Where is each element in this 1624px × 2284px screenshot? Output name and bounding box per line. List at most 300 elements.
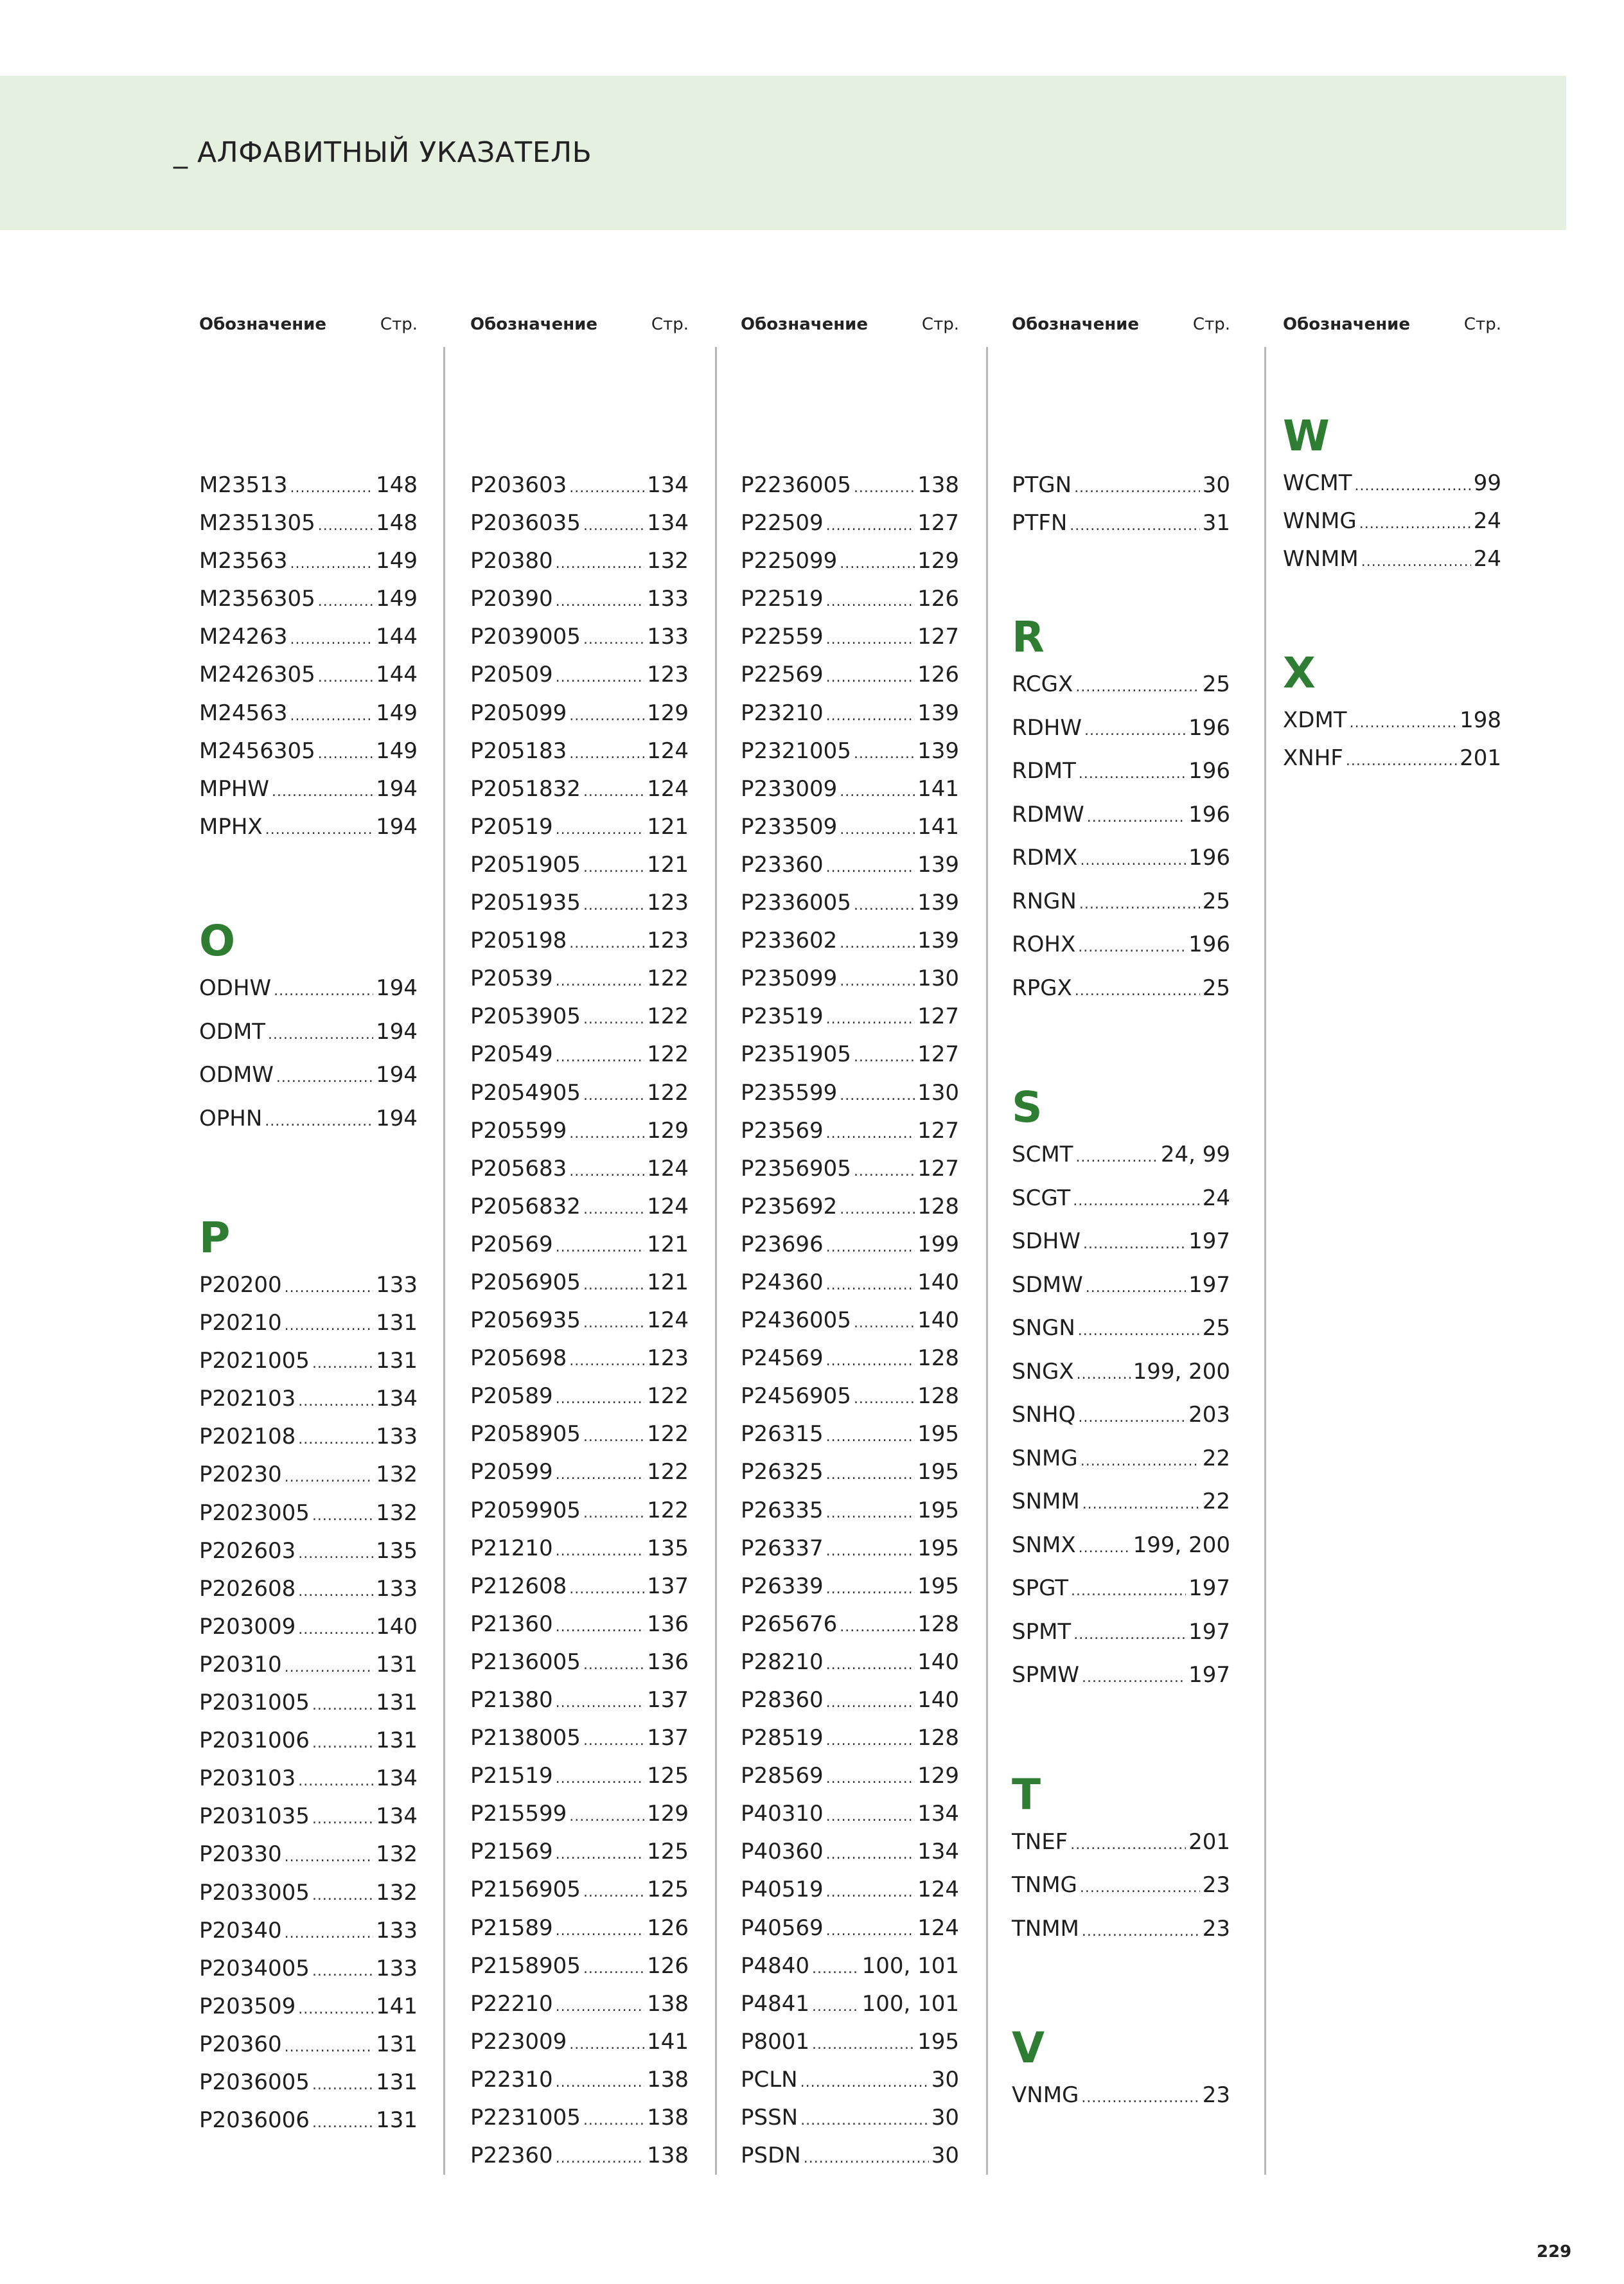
entry-designation: ODMW <box>199 1062 274 1088</box>
entry-page: 195 <box>917 1573 959 1599</box>
entry-page: 125 <box>647 1763 689 1789</box>
leader-dots <box>556 1619 644 1635</box>
index-group <box>1012 1829 1230 1960</box>
entry-page: 127 <box>917 510 959 536</box>
leader-dots <box>826 1011 915 1027</box>
index-entry <box>1012 2082 1230 2126</box>
index-entry <box>199 1462 418 1500</box>
index-entry <box>741 1421 959 1459</box>
entry-page: 196 <box>1188 845 1230 871</box>
leader-dots <box>298 2001 373 2017</box>
index-entry <box>470 2067 689 2105</box>
index-entry <box>470 510 689 548</box>
column-divider <box>443 347 445 2175</box>
entry-designation: P2136005 <box>470 1649 581 1675</box>
entry-designation: P2158905 <box>470 1952 581 1979</box>
entry-page: 195 <box>917 1421 959 1447</box>
entry-designation: P223009 <box>470 2028 567 2055</box>
index-letter-x: X <box>1283 648 1316 698</box>
entry-page: 137 <box>647 1573 689 1599</box>
entry-designation: RNGN <box>1012 888 1077 914</box>
entry-page: 149 <box>376 548 418 574</box>
page-header: Стр. <box>380 315 418 334</box>
index-entry <box>1012 1142 1230 1185</box>
index-entry <box>470 1345 689 1383</box>
index-entry <box>199 2032 418 2069</box>
leader-dots <box>556 822 644 838</box>
leader-dots <box>1073 1627 1186 1643</box>
leader-dots <box>290 556 374 572</box>
entry-page: 136 <box>647 1649 689 1675</box>
entry-designation: P20549 <box>470 1041 553 1068</box>
entry-page: 121 <box>647 851 689 878</box>
index-entry <box>741 814 959 852</box>
index-entry <box>470 1421 689 1459</box>
index-entry <box>470 472 689 510</box>
entry-designation: P2231005 <box>470 2105 581 2131</box>
leader-dots <box>1078 1323 1200 1339</box>
page-header: Стр. <box>1463 315 1501 334</box>
entry-designation: P2023005 <box>199 1500 310 1526</box>
leader-dots <box>826 1884 915 1900</box>
index-entry <box>741 1953 959 1991</box>
entry-designation: SDHW <box>1012 1228 1081 1255</box>
index-entry <box>741 586 959 624</box>
entry-page: 144 <box>376 624 418 650</box>
entry-designation: P20519 <box>470 813 553 840</box>
leader-dots <box>854 746 915 762</box>
entry-designation: P22360 <box>470 2143 553 2169</box>
index-entry <box>470 966 689 1004</box>
entry-page: 127 <box>917 1004 959 1030</box>
entry-designation: P203103 <box>199 1766 296 1792</box>
index-entry <box>470 738 689 776</box>
leader-dots <box>854 1049 915 1065</box>
entry-page: 140 <box>917 1687 959 1713</box>
leader-dots <box>854 898 915 914</box>
index-entry <box>199 1386 418 1424</box>
entry-page: 140 <box>917 1649 959 1675</box>
index-entry <box>199 1424 418 1462</box>
index-entry <box>470 1270 689 1307</box>
leader-dots <box>804 2150 929 2166</box>
designation-header: Обозначение <box>1283 315 1411 334</box>
index-entry <box>741 1345 959 1383</box>
entry-designation: P205198 <box>470 928 567 954</box>
entry-designation: P21360 <box>470 1611 553 1637</box>
index-entry <box>741 624 959 662</box>
designation-header: Обозначение <box>470 315 598 334</box>
column-divider <box>986 347 988 2175</box>
entry-page: 124 <box>647 1193 689 1219</box>
leader-dots <box>285 1660 373 1676</box>
index-group <box>199 975 418 1149</box>
index-entry <box>470 776 689 814</box>
index-entry <box>199 1614 418 1652</box>
entry-page: 126 <box>917 586 959 612</box>
entry-designation: P20340 <box>199 1917 282 1943</box>
leader-dots <box>285 1469 373 1485</box>
leader-dots <box>583 784 644 800</box>
leader-dots <box>556 1999 644 2015</box>
leader-dots <box>318 518 373 534</box>
entry-designation: TNMG <box>1012 1872 1077 1899</box>
entry-designation: SPMW <box>1012 1662 1080 1688</box>
leader-dots <box>312 1697 373 1713</box>
leader-dots <box>1082 1670 1186 1686</box>
entry-page: 201 <box>1460 745 1501 772</box>
index-entry <box>470 1536 689 1573</box>
entry-page: 133 <box>647 586 689 612</box>
index-letter-s: S <box>1012 1083 1043 1133</box>
entry-page: 135 <box>376 1537 418 1564</box>
leader-dots <box>1070 518 1199 534</box>
leader-dots <box>1077 1367 1131 1383</box>
index-entry <box>741 1915 959 1953</box>
entry-page: 139 <box>917 738 959 764</box>
entry-page: 137 <box>647 1687 689 1713</box>
entry-page: 23 <box>1202 2082 1230 2109</box>
entry-page: 199 <box>917 1231 959 1257</box>
index-entry <box>199 1348 418 1386</box>
index-entry <box>199 624 418 662</box>
index-entry <box>199 1880 418 1918</box>
entry-designation: M2356305 <box>199 586 315 612</box>
leader-dots <box>826 594 915 610</box>
index-entry <box>470 852 689 890</box>
entry-page: 199, 200 <box>1133 1358 1230 1385</box>
entry-designation: XNHF <box>1283 745 1343 772</box>
index-entry <box>741 1725 959 1763</box>
index-entry <box>470 890 689 928</box>
entry-page: 130 <box>917 966 959 992</box>
entry-page: 139 <box>917 700 959 726</box>
leader-dots <box>826 1695 915 1711</box>
index-entry <box>741 1156 959 1194</box>
leader-dots <box>556 1391 644 1407</box>
index-entry <box>470 1915 689 1953</box>
entry-designation: P22569 <box>741 662 824 688</box>
column-header <box>470 315 689 341</box>
entry-designation: P21210 <box>470 1535 553 1561</box>
entry-designation: P203009 <box>199 1613 296 1640</box>
leader-dots <box>812 1999 860 2015</box>
index-entry <box>470 1232 689 1270</box>
index-entry <box>470 548 689 586</box>
leader-dots <box>318 594 373 610</box>
index-letter-p: P <box>199 1213 231 1262</box>
index-entry <box>741 1763 959 1801</box>
entry-page: 22 <box>1202 1445 1230 1471</box>
entry-designation: P20380 <box>470 548 553 574</box>
entry-page: 31 <box>1202 510 1230 536</box>
entry-designation: P2321005 <box>741 738 851 764</box>
entry-page: 135 <box>647 1535 689 1561</box>
entry-designation: PCLN <box>741 2066 798 2093</box>
entry-designation: RDMT <box>1012 758 1076 784</box>
entry-designation: PTGN <box>1012 472 1072 498</box>
index-entry <box>199 1918 418 1956</box>
entry-designation: PSDN <box>741 2143 801 2169</box>
entry-designation: P202603 <box>199 1537 296 1564</box>
entry-page: 131 <box>376 1651 418 1678</box>
index-entry <box>1012 510 1230 548</box>
index-entry <box>1283 508 1501 546</box>
entry-page: 134 <box>376 1803 418 1830</box>
entry-designation: P28210 <box>741 1649 824 1675</box>
entry-designation: WNMG <box>1283 508 1357 535</box>
entry-designation: M2351305 <box>199 510 315 536</box>
leader-dots <box>298 1773 373 1789</box>
entry-designation: M2456305 <box>199 738 315 764</box>
leader-dots <box>312 1508 373 1524</box>
entry-designation: P24360 <box>741 1269 824 1295</box>
index-entry <box>199 1500 418 1538</box>
entry-page: 125 <box>647 1839 689 1865</box>
index-entry <box>470 1041 689 1079</box>
entry-page: 124 <box>647 1307 689 1334</box>
index-entry <box>199 1019 418 1063</box>
index-entry <box>741 700 959 738</box>
leader-dots <box>265 1113 373 1129</box>
index-entry <box>741 1687 959 1725</box>
index-entry <box>1012 975 1230 1019</box>
entry-designation: P2236005 <box>741 472 851 498</box>
entry-page: 126 <box>917 662 959 688</box>
page-header: Стр. <box>651 315 689 334</box>
leader-dots <box>583 1277 644 1293</box>
leader-dots <box>569 1581 644 1597</box>
entry-designation: P23696 <box>741 1231 824 1257</box>
entry-designation: P2351905 <box>741 1041 851 1068</box>
index-entry <box>470 1687 689 1725</box>
entry-page: 139 <box>917 890 959 916</box>
index-entry <box>199 1062 418 1106</box>
index-entry <box>470 1649 689 1687</box>
index-entry <box>741 1611 959 1649</box>
leader-dots <box>1346 753 1457 769</box>
index-group <box>199 1272 418 2145</box>
leader-dots <box>285 2039 373 2055</box>
entry-page: 131 <box>376 1690 418 1716</box>
leader-dots <box>290 632 374 648</box>
leader-dots <box>312 2115 373 2131</box>
entry-designation: P26339 <box>741 1573 824 1599</box>
index-entry <box>470 1839 689 1877</box>
entry-page: 124 <box>917 1877 959 1903</box>
entry-page: 129 <box>647 1117 689 1144</box>
leader-dots <box>854 480 915 496</box>
leader-dots <box>1081 1453 1200 1469</box>
leader-dots <box>826 1733 915 1749</box>
entry-designation: P22509 <box>741 510 824 536</box>
index-entry <box>199 814 418 852</box>
leader-dots <box>556 2075 644 2091</box>
entry-designation: P205599 <box>470 1117 567 1144</box>
entry-designation: P2056935 <box>470 1307 581 1334</box>
entry-designation: P233602 <box>741 928 838 954</box>
index-entry <box>1012 1402 1230 1446</box>
index-group <box>470 472 689 2181</box>
index-entry <box>470 2029 689 2067</box>
leader-dots <box>840 935 915 952</box>
leader-dots <box>1079 896 1200 912</box>
leader-dots <box>285 1925 373 1942</box>
index-entry <box>1012 1489 1230 1532</box>
column-divider <box>715 347 717 2175</box>
entry-page: 129 <box>647 700 689 726</box>
index-entry <box>741 1991 959 2029</box>
entry-designation: P8001 <box>741 2028 810 2055</box>
entry-page: 23 <box>1202 1872 1230 1899</box>
entry-page: 196 <box>1188 932 1230 958</box>
entry-designation: SNHQ <box>1012 1402 1076 1428</box>
leader-dots <box>826 1581 915 1597</box>
index-entry <box>1012 1315 1230 1359</box>
entry-page: 140 <box>917 1307 959 1334</box>
entry-designation: P24569 <box>741 1345 824 1372</box>
entry-designation: TNMM <box>1012 1915 1079 1942</box>
entry-page: 129 <box>917 1763 959 1789</box>
entry-designation: P265676 <box>741 1611 838 1637</box>
entry-designation: P2056905 <box>470 1269 581 1295</box>
leader-dots <box>840 1201 915 1217</box>
entry-page: 131 <box>376 1310 418 1336</box>
leader-dots <box>556 1049 644 1065</box>
entry-designation: WCMT <box>1283 470 1352 496</box>
entry-page: 196 <box>1188 758 1230 784</box>
index-entry <box>1283 707 1501 745</box>
leader-dots <box>285 1318 373 1334</box>
index-entry <box>1012 1916 1230 1960</box>
index-entry <box>199 1538 418 1576</box>
entry-page: 124 <box>647 738 689 764</box>
entry-designation: P2058905 <box>470 1421 581 1447</box>
entry-designation: P26335 <box>741 1497 824 1523</box>
leader-dots <box>583 518 644 534</box>
leader-dots <box>583 1961 644 1977</box>
entry-page: 123 <box>647 662 689 688</box>
leader-dots <box>556 594 644 610</box>
entry-designation: P205683 <box>470 1155 567 1182</box>
entry-designation: P4841 <box>741 1990 810 2017</box>
index-entry <box>199 1728 418 1766</box>
index-entry <box>199 662 418 700</box>
entry-designation: P2031005 <box>199 1690 310 1716</box>
leader-dots <box>840 1619 915 1635</box>
leader-dots <box>556 556 644 572</box>
index-group <box>1283 470 1501 584</box>
index-entry <box>741 966 959 1004</box>
entry-page: 195 <box>917 1497 959 1523</box>
entry-page: 133 <box>376 1955 418 1981</box>
index-entry <box>470 1991 689 2029</box>
entry-designation: P2056832 <box>470 1193 581 1219</box>
index-entry <box>741 1801 959 1839</box>
entry-designation: P4840 <box>741 1952 810 1979</box>
leader-dots <box>583 898 644 914</box>
leader-dots <box>583 2112 644 2129</box>
index-entry <box>199 1956 418 1994</box>
entry-designation: P2138005 <box>470 1725 581 1751</box>
entry-page: 131 <box>376 2107 418 2134</box>
index-entry <box>741 2029 959 2067</box>
entry-page: 131 <box>376 2069 418 2095</box>
entry-designation: SCGT <box>1012 1185 1071 1211</box>
index-entry <box>741 1232 959 1270</box>
entry-designation: P23519 <box>741 1004 824 1030</box>
leader-dots <box>826 1126 915 1142</box>
designation-header: Обозначение <box>741 315 869 334</box>
leader-dots <box>1361 554 1471 570</box>
index-entry <box>741 548 959 586</box>
index-entry <box>741 1459 959 1497</box>
entry-page: 122 <box>647 1079 689 1106</box>
index-entry <box>470 1611 689 1649</box>
entry-page: 124 <box>647 775 689 802</box>
entry-page: 198 <box>1460 707 1501 734</box>
leader-dots <box>826 1846 915 1863</box>
leader-dots <box>569 746 644 762</box>
entry-page: 24, 99 <box>1160 1142 1230 1168</box>
index-entry <box>199 2107 418 2145</box>
entry-designation: P2051935 <box>470 890 581 916</box>
index-entry <box>1012 472 1230 510</box>
leader-dots <box>840 556 915 572</box>
entry-designation: SNMX <box>1012 1532 1076 1558</box>
leader-dots <box>1073 1193 1200 1209</box>
entry-designation: P2051905 <box>470 851 581 878</box>
entry-designation: P235099 <box>741 966 838 992</box>
index-entry <box>1012 1532 1230 1576</box>
designation-header: Обозначение <box>1012 315 1140 334</box>
leader-dots <box>318 669 373 686</box>
entry-designation: PTFN <box>1012 510 1068 536</box>
index-entry <box>470 662 689 700</box>
entry-page: 148 <box>376 510 418 536</box>
leader-dots <box>583 1505 644 1521</box>
entry-designation: P235599 <box>741 1079 838 1106</box>
entry-designation: P40519 <box>741 1877 824 1903</box>
entry-page: 24 <box>1202 1185 1230 1211</box>
entry-designation: M23513 <box>199 472 288 498</box>
entry-designation: P2039005 <box>470 624 581 650</box>
entry-page: 138 <box>647 2105 689 2131</box>
column-header <box>741 315 959 341</box>
index-entry <box>199 975 418 1019</box>
leader-dots <box>826 669 915 686</box>
index-entry <box>741 1080 959 1118</box>
entry-page: 141 <box>376 1993 418 2019</box>
entry-page: 194 <box>376 813 418 840</box>
index-entry <box>199 510 418 548</box>
index-entry <box>199 2069 418 2107</box>
entry-page: 131 <box>376 2031 418 2057</box>
leader-dots <box>272 784 373 800</box>
index-entry <box>1012 889 1230 932</box>
leader-dots <box>583 1315 644 1331</box>
index-entry <box>741 1383 959 1421</box>
entry-designation: P20360 <box>199 2031 282 2057</box>
entry-designation: P22519 <box>741 586 824 612</box>
entry-page: 128 <box>917 1725 959 1751</box>
index-letter-w: W <box>1283 411 1330 461</box>
leader-dots <box>826 1239 915 1255</box>
entry-designation: P202103 <box>199 1386 296 1412</box>
leader-dots <box>826 1277 915 1293</box>
entry-page: 133 <box>647 624 689 650</box>
index-entry <box>741 2067 959 2105</box>
